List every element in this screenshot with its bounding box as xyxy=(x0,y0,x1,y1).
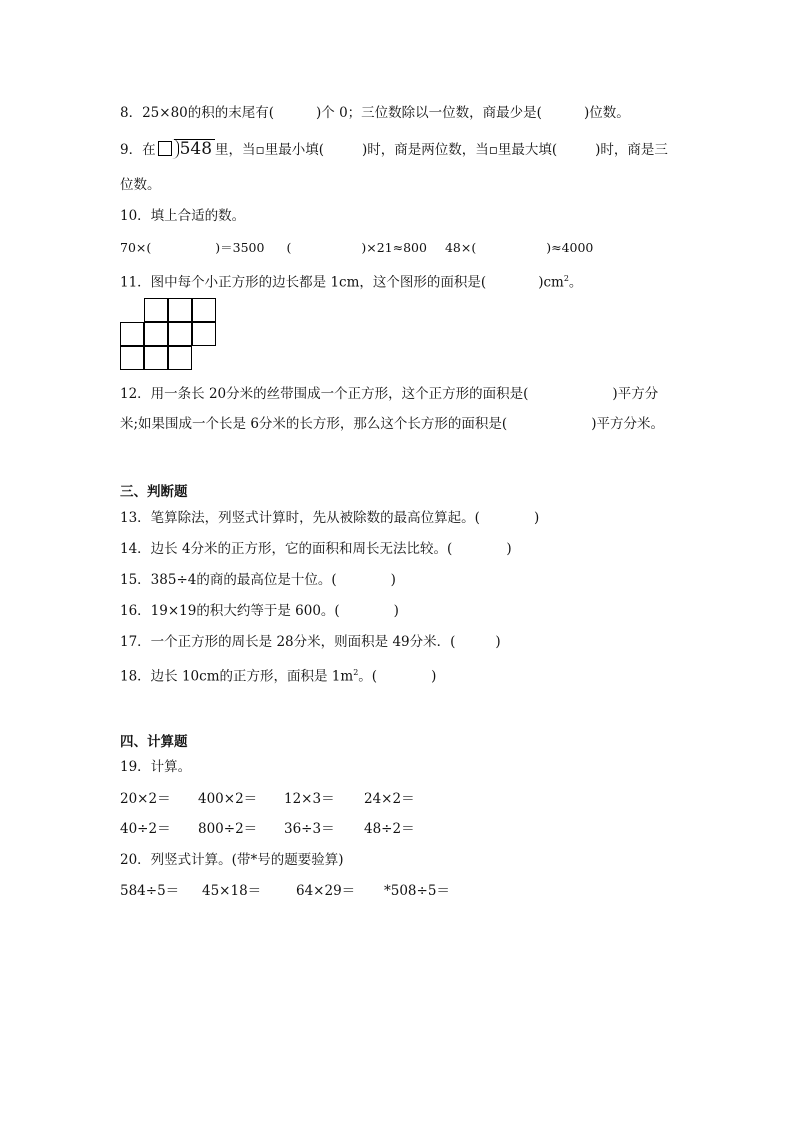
q12-text-d: )平方分米。 xyxy=(591,416,664,432)
q20-title: 20．列竖式计算。(带*号的题要验算) xyxy=(120,852,344,868)
question-18 xyxy=(120,664,436,686)
question-11 xyxy=(120,270,582,292)
calc-item: 400×2＝ xyxy=(198,791,258,807)
unit-square-figure xyxy=(120,298,217,371)
question-20-title xyxy=(120,851,343,869)
grid-cell xyxy=(168,322,192,346)
calc-item: 24×2＝ xyxy=(364,791,415,807)
calc-item: 12×3＝ xyxy=(284,791,335,807)
question-16 xyxy=(120,602,399,620)
q11-text-b: )cm xyxy=(538,274,564,291)
q10-item-1-b: )＝3500 xyxy=(215,240,265,255)
q11-text-a: 11．图中每个小正方形的边长都是 1cm，这个图形的面积是( xyxy=(120,274,487,291)
calc-item: 48÷2＝ xyxy=(364,821,415,837)
grid-cell xyxy=(144,298,168,322)
q10-item-2-b: )×21≈800 xyxy=(361,240,427,255)
q14-text: 14．边长 4分米的正方形，它的面积和周长无法比较。( xyxy=(120,541,453,557)
q15-text: 15．385÷4的商的最高位是十位。( xyxy=(120,572,337,588)
q11-superscript: 2 xyxy=(563,274,569,283)
question-10-title xyxy=(120,207,245,225)
q10-title: 10．填上合适的数。 xyxy=(120,208,246,224)
q12-text-a: 12．用一条长 20分米的丝带围成一个正方形，这个正方形的面积是( xyxy=(120,386,529,402)
question-10-blanks xyxy=(120,239,593,257)
q12-text-c: 米;如果围成一个长是 6分米的长方形，那么这个长方形的面积是( xyxy=(120,416,508,432)
question-12-continued xyxy=(120,415,664,433)
calc-item: 40÷2＝ xyxy=(120,821,171,837)
q14-close: ) xyxy=(506,541,512,557)
section-heading-calculation xyxy=(120,733,188,751)
question-12 xyxy=(120,385,658,403)
q8-text-c: )位数。 xyxy=(583,105,630,121)
calc-item: 36÷3＝ xyxy=(284,821,335,837)
section3-title: 三、判断题 xyxy=(120,484,188,500)
q12-text-b: )平方分 xyxy=(612,386,659,402)
question-9 xyxy=(120,139,668,159)
calc-item: 64×29＝ xyxy=(296,883,356,899)
calc-item: 20×2＝ xyxy=(120,791,171,807)
question-13 xyxy=(120,509,539,527)
q18-text-b: 。( xyxy=(358,668,378,685)
section-heading-judgement xyxy=(120,483,188,501)
q19-title: 19．计算。 xyxy=(120,759,192,775)
long-division-bracket xyxy=(174,139,215,158)
q16-text: 16．19×19的积大约等于是 600。( xyxy=(120,603,340,619)
q13-text: 13．笔算除法，列竖式计算时，先从被除数的最高位算起。( xyxy=(120,510,480,526)
blank-box-icon xyxy=(158,141,172,156)
grid-cell xyxy=(120,346,144,370)
calc-item: 800÷2＝ xyxy=(198,821,258,837)
q9-text-e: 位数。 xyxy=(120,177,161,193)
q13-close: ) xyxy=(533,510,540,526)
q18-close: ) xyxy=(431,668,437,685)
q11-text-c: 。 xyxy=(568,274,583,291)
q10-item-3-b: )≈4000 xyxy=(546,240,594,255)
q9-text-b: 里，当▫里最小填( xyxy=(215,142,324,158)
calc-item: 45×18＝ xyxy=(202,883,262,899)
q10-item-1-a: 70×( xyxy=(120,240,152,255)
q17-close: ) xyxy=(495,634,501,650)
q17-text: 17．一个正方形的周长是 28分米，则面积是 49分米．( xyxy=(120,634,456,650)
q9-text-c: )时，商是两位数，当▫里最大填( xyxy=(361,142,558,158)
q9-text-a: 9．在 xyxy=(120,142,156,158)
grid-cell xyxy=(168,298,192,322)
q15-close: ) xyxy=(390,572,396,588)
question-19-title xyxy=(120,758,191,776)
question-9-continued xyxy=(120,176,161,194)
calc-item: 584÷5＝ xyxy=(120,883,180,899)
q18-text-a: 18．边长 10cm的正方形，面积是 1m xyxy=(120,668,354,685)
grid-cell xyxy=(168,346,192,370)
question-15 xyxy=(120,571,396,589)
q16-close: ) xyxy=(393,603,399,619)
question-14 xyxy=(120,540,512,558)
grid-cell xyxy=(192,322,216,346)
grid-cell xyxy=(192,298,216,322)
q10-item-2-a: ( xyxy=(286,240,292,255)
grid-cell xyxy=(144,346,168,370)
q9-text-d: )时，商是三 xyxy=(595,142,668,158)
question-8 xyxy=(120,104,630,122)
q8-text-a: 8．25×80的积的末尾有( xyxy=(120,105,275,121)
section4-title: 四、计算题 xyxy=(120,734,188,750)
calc-item: *508÷5＝ xyxy=(384,883,450,899)
question-17 xyxy=(120,633,501,651)
q10-item-3-a: 48×( xyxy=(444,240,477,255)
q18-superscript: 2 xyxy=(353,668,359,677)
grid-cell xyxy=(144,322,168,346)
q9-dividend: 548 xyxy=(179,139,213,159)
q8-text-b: )个 0；三位数除以一位数，商最少是( xyxy=(316,105,542,121)
grid-cell xyxy=(120,322,144,346)
